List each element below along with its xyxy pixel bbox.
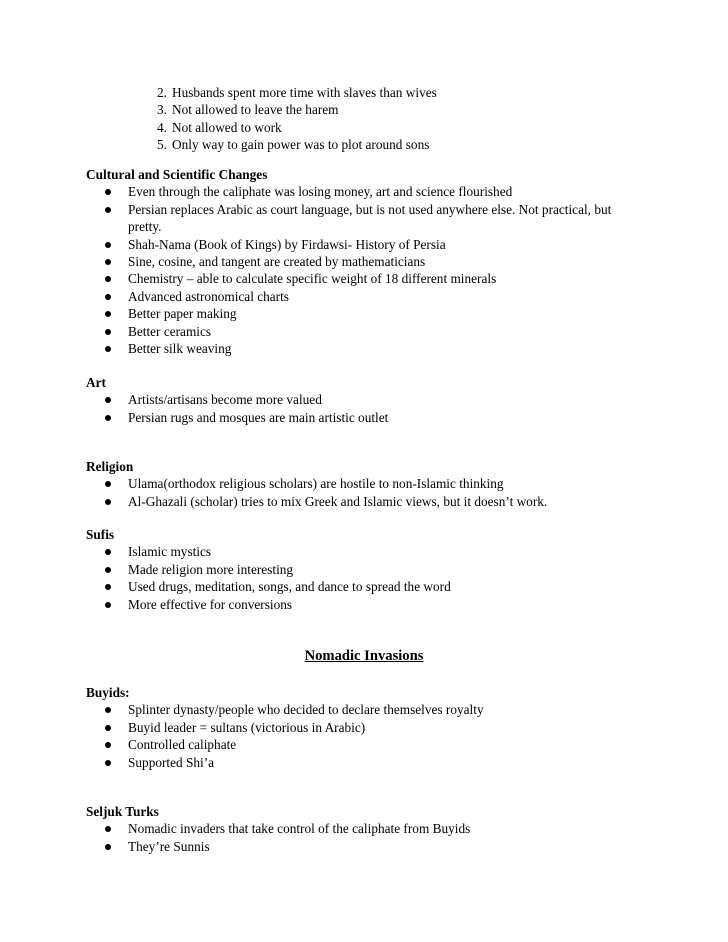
item-text: Only way to gain power was to plot around sons [172, 137, 430, 153]
list-item: Artists/artisans become more valued [86, 391, 646, 408]
bullet-icon [105, 294, 111, 300]
list-item: Used drugs, meditation, songs, and dance to spread the word [86, 578, 646, 595]
numbered-item [86, 119, 646, 136]
numbered-list-block [86, 84, 646, 154]
item-number: 3. [157, 102, 167, 118]
bullet-icon [105, 311, 111, 317]
bullet-icon [105, 826, 111, 832]
religion-heading: Religion [86, 459, 134, 474]
cultural-heading: Cultural and Scientific Changes [86, 167, 268, 182]
bullet-icon [105, 329, 111, 335]
bullet-icon [105, 844, 111, 850]
sufis-list [86, 543, 646, 613]
list-item: Made religion more interesting [86, 561, 646, 578]
list-item: Buyid leader = sultans (victorious in Arabic) [86, 719, 646, 736]
bullet-icon [105, 742, 111, 748]
bullet-icon [105, 549, 111, 555]
bullet-icon [105, 584, 111, 590]
bullet-icon [105, 499, 111, 505]
cultural-list [86, 183, 646, 357]
art-section [86, 374, 646, 426]
list-item: Sine, cosine, and tangent are created by mathematicians [86, 253, 646, 270]
bullet-icon [105, 707, 111, 713]
bullet-icon [105, 276, 111, 282]
cultural-section [86, 166, 646, 357]
list-item: Islamic mystics [86, 543, 646, 560]
numbered-item [86, 84, 646, 101]
buyids-heading: Buyids: [86, 685, 130, 700]
item-text: Not allowed to work [172, 119, 282, 135]
seljuk-list [86, 820, 646, 855]
bullet-icon [105, 397, 111, 403]
list-item: Splinter dynasty/people who decided to declare themselves royalty [86, 701, 646, 718]
numbered-item [86, 101, 646, 118]
seljuk-heading: Seljuk Turks [86, 804, 159, 819]
bullet-icon [105, 567, 111, 573]
bullet-icon [105, 481, 111, 487]
list-item: Better silk weaving [86, 340, 646, 357]
item-number: 2. [157, 85, 167, 100]
art-list [86, 391, 646, 426]
bullet-icon [105, 242, 111, 248]
item-text: Husbands spent more time with slaves than wives [172, 85, 437, 100]
list-item: Nomadic invaders that take control of the caliphate from Buyids [86, 820, 646, 837]
list-item: More effective for conversions [86, 596, 646, 613]
sufis-heading: Sufis [86, 527, 115, 542]
sufis-section [86, 526, 646, 613]
numbered-list [86, 84, 646, 154]
buyids-section [86, 684, 646, 771]
item-text: Not allowed to leave the harem [172, 102, 339, 118]
religion-section [86, 458, 646, 510]
list-item: Chemistry – able to calculate specific weight of 18 different minerals [86, 270, 646, 287]
list-item: Even through the caliphate was losing money, art and science flourished [86, 183, 646, 200]
list-item: Persian replaces Arabic as court language, but is not used anywhere else. Not practical, but pretty. [86, 201, 646, 236]
buyids-list [86, 701, 646, 771]
list-item: Supported Shi’a [86, 754, 646, 771]
art-heading: Art [86, 375, 106, 390]
bullet-icon [105, 760, 111, 766]
list-item: They’re Sunnis [86, 838, 646, 855]
religion-list [86, 475, 646, 510]
bullet-icon [105, 415, 111, 421]
bullet-icon [105, 189, 111, 195]
list-item: Shah-Nama (Book of Kings) by Firdawsi- History of Persia [86, 236, 646, 253]
list-item: Better paper making [86, 305, 646, 322]
numbered-item [86, 136, 646, 153]
bullet-icon [105, 602, 111, 608]
bullet-icon [105, 207, 111, 213]
list-item: Persian rugs and mosques are main artistic outlet [86, 409, 646, 426]
bullet-icon [105, 259, 111, 265]
list-item: Better ceramics [86, 323, 646, 340]
list-item: Al-Ghazali (scholar) tries to mix Greek and Islamic views, but it doesn’t work. [86, 493, 646, 510]
section-title: Nomadic Invasions [304, 648, 424, 664]
item-number: 5. [157, 137, 167, 153]
seljuk-section [86, 803, 646, 855]
list-item: Controlled caliphate [86, 736, 646, 753]
list-item: Ulama(orthodox religious scholars) are hostile to non-Islamic thinking [86, 475, 646, 492]
item-number: 4. [157, 119, 167, 135]
bullet-icon [105, 346, 111, 352]
list-item: Advanced astronomical charts [86, 288, 646, 305]
bullet-icon [105, 725, 111, 731]
